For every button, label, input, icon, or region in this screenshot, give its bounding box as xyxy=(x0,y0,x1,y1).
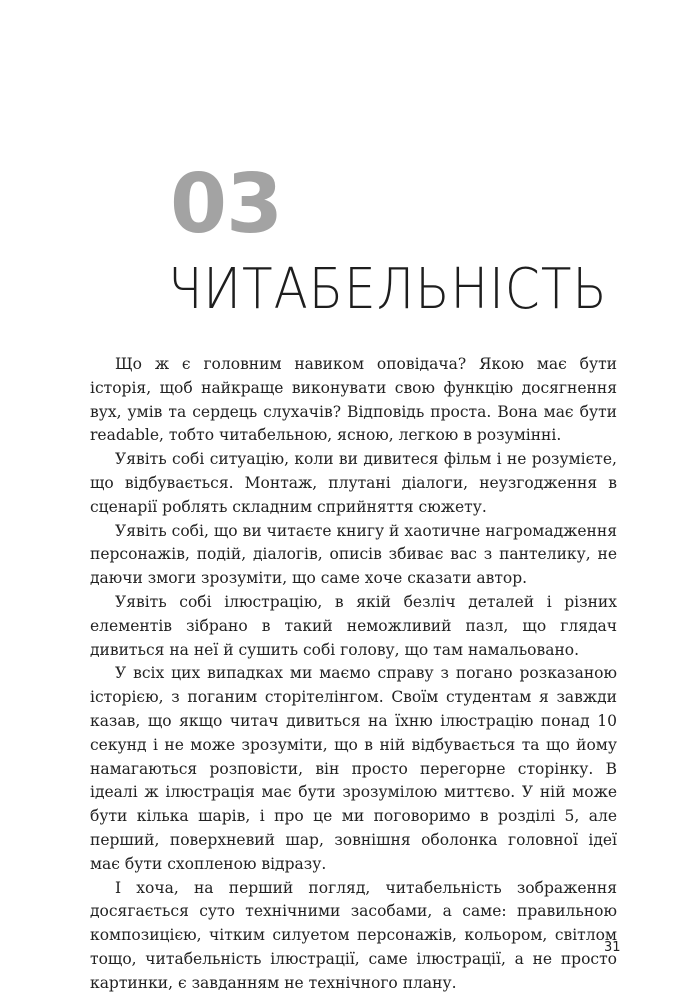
paragraph: Що ж є головним навиком оповідача? Якою має бути історія, щоб найкраще виконувати свою функцію досягнення вух, умів та сердець слухачів? Відповідь проста. Вона має бути readable, тобто читабельною, ясною, легкою в розумінні. xyxy=(90,355,617,445)
paragraph: У всіх цих випадках ми маємо справу з погано розказаною історією, з поганим сторітелінгом. Своїм студентам я завжди казав, що якщо читач дивиться на їхню ілюстрацію понад 10 секунд і не може зрозуміти, що в ній відбувається та що йому намагаються розповісти, він просто перегорне сторінку. В ідеалі ж ілюстрація має бути зрозумілою миттєво. У ній може бути кілька шарів, і про це ми поговоримо в розділі 5, але перший, поверхневий шар, зовнішня оболонка головної ідеї має бути схопленою відразу. xyxy=(90,664,617,873)
body-text xyxy=(90,353,617,996)
chapter-title: ЧИТАБЕЛЬНІСТЬ xyxy=(168,256,608,322)
chapter-number: 03 xyxy=(170,157,283,252)
page-number: 31 xyxy=(604,940,621,955)
paragraph: Уявіть собі, що ви читаєте книгу й хаотичне нагромадження персонажів, подій, діалогів, описів збиває вас з пантелику, не даючи змоги зрозуміти, що саме хоче сказати автор. xyxy=(90,521,617,588)
paragraph: Уявіть собі ситуацію, коли ви дивитеся фільм і не розумієте, що відбувається. Монтаж, плутані діалоги, неузгодження в сценарії роблять складним сприйняття сюжету. xyxy=(90,450,617,516)
paragraph: Уявіть собі ілюстрацію, в якій безліч деталей і різних елементів зібрано в такий неможливий пазл, що глядач дивиться на неї й сушить собі голову, що там намальовано. xyxy=(90,592,617,659)
paragraph: І хоча, на перший погляд, читабельність зображення досягається суто технічними засобами, а саме: правильною композицією, чітким силуетом персонажів, кольором, світлом тощо, читабельність ілюстрації, саме ілюстрації, а не просто картинки, є завданням не технічного плану. xyxy=(90,878,617,992)
